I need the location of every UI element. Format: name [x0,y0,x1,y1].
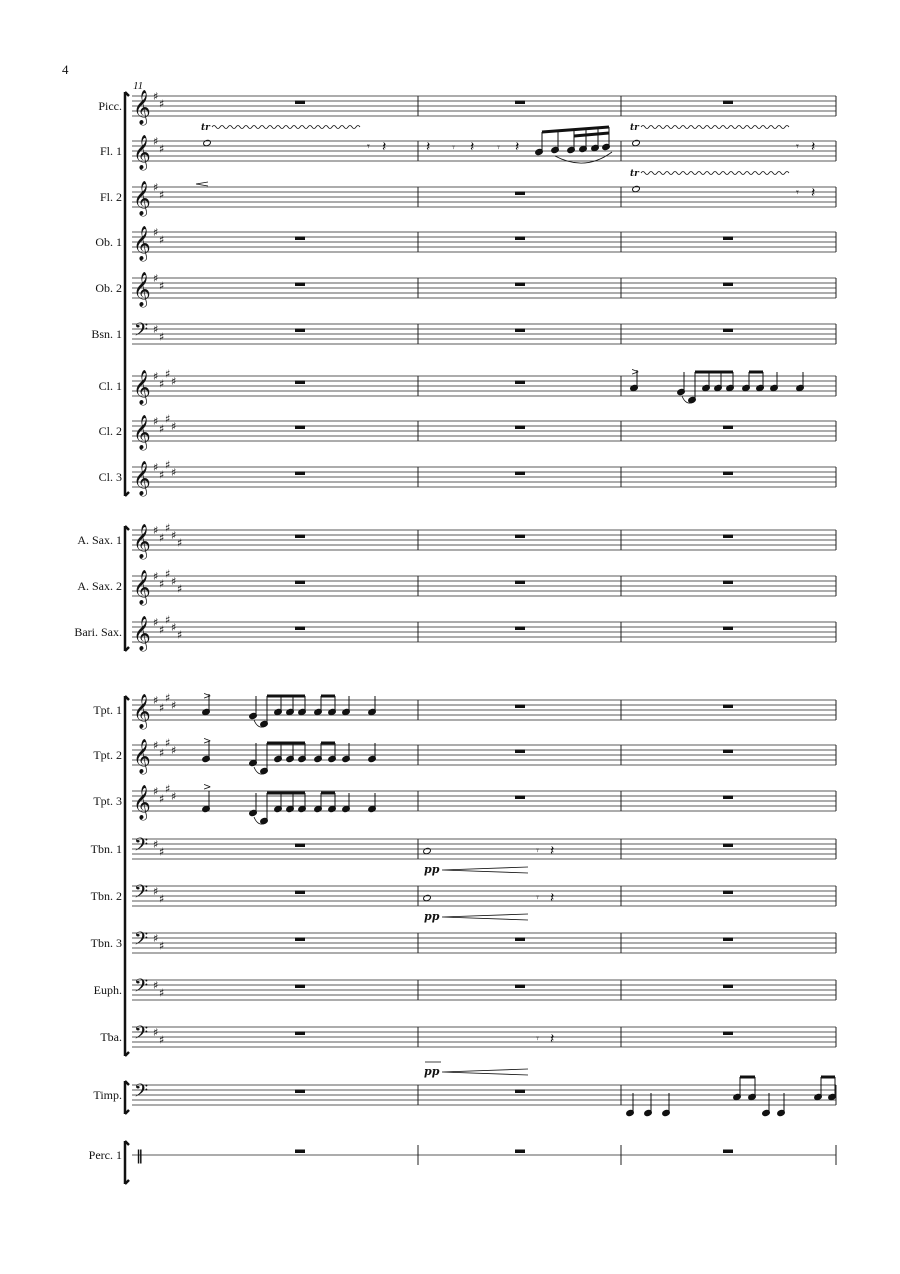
sharp-icon: ♯ [153,694,159,707]
whole-rest [515,581,525,585]
whole-rest [515,101,525,105]
staff [132,324,836,344]
eighth-rest: 𝄾 [497,141,500,154]
instrument-label: A. Sax. 2 [77,579,122,593]
whole-rest [723,796,733,800]
whole-rest [515,985,525,989]
saxophone-bracket [125,526,129,651]
sharp-icon: ♯ [159,701,165,715]
sharp-icon: ♯ [171,621,177,634]
percussion-clef-icon: ‖ [136,1148,143,1164]
instrument-label: Tbn. 3 [90,936,122,950]
staff [132,700,836,720]
whole-rest [295,535,305,539]
whole-rest [295,891,305,895]
trill-line [212,126,360,129]
accent-mark: > [203,736,212,747]
whole-rest [515,1090,525,1094]
sharp-icon: ♯ [153,272,159,285]
whole-rest [515,283,525,287]
sharp-icon: ♯ [159,422,165,436]
whole-note [423,894,432,901]
whole-rest [723,329,733,333]
bass-clef-icon: 𝄢 [134,835,149,860]
instrument-label: Tbn. 1 [90,842,122,856]
whole-note [632,185,641,192]
sharp-icon: ♯ [171,575,177,588]
instrument-label: Perc. 1 [88,1148,122,1162]
accent-mark: > [203,782,212,793]
treble-clef-icon: 𝄞 [133,785,151,820]
instrument-label: Bari. Sax. [74,625,122,639]
bass-clef-icon: 𝄢 [134,929,149,954]
sharp-icon: ♯ [165,367,171,381]
crescendo-hairpin [442,914,528,920]
slur [555,152,612,163]
bass-clef-icon: 𝄢 [134,1081,149,1106]
crescendo-hairpin [442,867,528,873]
brass-bracket [125,696,129,1056]
whole-rest [295,101,305,105]
quarter-rest: 𝄽 [550,890,555,906]
treble-clef-icon: 𝄞 [133,461,151,496]
staff [132,791,836,811]
instrument-label: Euph. [93,983,122,997]
staff [132,187,836,207]
instrument-label: Cl. 3 [98,470,122,484]
whole-rest [723,705,733,709]
whole-rest [295,426,305,430]
dynamic-pp: pp [424,910,440,923]
whole-rest [723,891,733,895]
sharp-icon: ♯ [153,226,159,239]
bass-clef-icon: 𝄢 [134,320,149,345]
quarter-rest: 𝄽 [426,139,431,155]
sharp-icon: ♯ [153,415,159,428]
sharp-icon: ♯ [165,458,171,472]
staff [132,530,836,550]
trill-line [641,172,789,175]
sharp-icon: ♯ [159,623,165,637]
sharp-icon: ♯ [159,1033,165,1047]
quarter-rest: 𝄽 [515,139,520,155]
sharp-icon: ♯ [153,370,159,383]
sharp-icon: ♯ [153,135,159,148]
instrument-label: Tpt. 3 [93,794,122,808]
staff [132,1027,836,1047]
bass-clef-icon: 𝄢 [134,882,149,907]
staff [132,622,836,642]
whole-rest [295,938,305,942]
instrument-label: Fl. 1 [99,144,122,158]
whole-rest [295,985,305,989]
whole-rest [723,101,733,105]
treble-clef-icon: 𝄞 [133,570,151,605]
sharp-icon: ♯ [171,529,177,542]
treble-clef-icon: 𝄞 [133,524,151,559]
sharp-icon: ♯ [165,613,171,627]
sharp-icon: ♯ [171,699,177,712]
eighth-rest: 𝄾 [536,891,539,904]
instrument-label: Tpt. 2 [93,748,122,762]
whole-rest [295,627,305,631]
note-beam [574,133,609,136]
instrument-label: Cl. 2 [98,424,122,438]
instrument-label: Ob. 1 [95,235,122,249]
sharp-icon: ♯ [177,628,183,642]
whole-note [632,139,641,146]
sharp-icon: ♯ [165,691,171,705]
eighth-rest: 𝄾 [452,141,455,154]
whole-rest [723,426,733,430]
treble-clef-icon: 𝄞 [133,272,151,307]
trill-line [641,126,789,129]
whole-rest [723,581,733,585]
whole-rest [723,283,733,287]
staff [132,467,836,487]
percussion-bracket [125,1141,129,1184]
sharp-icon: ♯ [159,142,165,156]
staff [132,421,836,441]
measure-number: 11 [133,80,144,92]
staff [132,980,836,1000]
whole-rest [515,381,525,385]
sharp-icon: ♯ [165,782,171,796]
staff [132,232,836,252]
sharp-icon: ♯ [177,582,183,596]
sharp-icon: ♯ [153,838,159,851]
treble-clef-icon: 𝄞 [133,226,151,261]
quarter-rest: 𝄽 [811,185,816,201]
whole-rest [295,844,305,848]
sharp-icon: ♯ [153,181,159,194]
treble-clef-icon: 𝄞 [133,739,151,774]
sharp-icon: ♯ [165,521,171,535]
whole-rest [295,472,305,476]
instrument-label: Tbn. 2 [90,889,122,903]
sharp-icon: ♯ [159,97,165,111]
sharp-icon: ♯ [159,531,165,545]
whole-rest [723,938,733,942]
treble-clef-icon: 𝄞 [133,181,151,216]
instrument-label: Cl. 1 [98,379,122,393]
treble-clef-icon: 𝄞 [133,370,151,405]
whole-rest [515,192,525,196]
timpani-bracket [125,1081,129,1114]
whole-rest [723,985,733,989]
whole-rest [295,381,305,385]
whole-rest [515,938,525,942]
whole-note [423,847,432,854]
treble-clef-icon: 𝄞 [133,415,151,450]
sharp-icon: ♯ [159,577,165,591]
eighth-rest: 𝄾 [367,140,370,153]
dynamic-pp: pp [424,1065,440,1078]
staff [132,576,836,596]
sharp-icon: ♯ [159,377,165,391]
quarter-rest: 𝄽 [550,843,555,859]
sharp-icon: ♯ [153,885,159,898]
whole-rest [295,581,305,585]
sharp-icon: ♯ [153,461,159,474]
note-beam [542,127,609,132]
sharp-icon: ♯ [159,746,165,760]
treble-clef-icon: 𝄞 [133,90,151,125]
whole-rest [515,237,525,241]
whole-rest [515,329,525,333]
whole-rest [295,1090,305,1094]
sharp-icon: ♯ [171,420,177,433]
sharp-icon: ♯ [159,279,165,293]
staff [132,96,836,116]
eighth-rest: 𝄾 [536,844,539,857]
accent-mark: > [631,367,640,378]
staff [132,745,836,765]
whole-rest [515,750,525,754]
whole-rest [723,1032,733,1036]
whole-rest [515,535,525,539]
sharp-icon: ♯ [153,570,159,583]
sharp-icon: ♯ [153,785,159,798]
whole-rest [515,1150,525,1154]
page-number: 4 [62,62,69,77]
staff [132,278,836,298]
sharp-icon: ♯ [153,90,159,103]
quarter-rest: 𝄽 [811,139,816,155]
sharp-icon: ♯ [159,792,165,806]
trill-mark: tr [630,123,639,133]
eighth-rest: 𝄾 [536,1032,539,1045]
sharp-icon: ♯ [153,1026,159,1039]
whole-rest [515,705,525,709]
sharp-icon: ♯ [165,567,171,581]
whole-note [203,139,212,146]
crescendo-hairpin [196,182,208,186]
instrument-label: A. Sax. 1 [77,533,122,547]
woodwind-bracket [125,92,129,496]
instrument-label: Timp. [93,1088,122,1102]
whole-rest [723,535,733,539]
whole-rest [723,1150,733,1154]
whole-rest [723,750,733,754]
eighth-rest: 𝄾 [796,186,799,199]
sharp-icon: ♯ [153,524,159,537]
instrument-label: Fl. 2 [99,190,122,204]
sharp-icon: ♯ [165,736,171,750]
instrument-label: Tba. [100,1030,122,1044]
sharp-icon: ♯ [159,892,165,906]
whole-rest [723,844,733,848]
whole-rest [515,627,525,631]
whole-rest [295,329,305,333]
whole-rest [723,627,733,631]
crescendo-hairpin [442,1069,528,1075]
whole-rest [295,1150,305,1154]
sharp-icon: ♯ [171,744,177,757]
dynamic-pp: pp [424,863,440,876]
treble-clef-icon: 𝄞 [133,616,151,651]
sharp-icon: ♯ [153,979,159,992]
sharp-icon: ♯ [153,616,159,629]
instrument-label: Picc. [98,99,122,113]
staff [132,141,836,161]
accent-mark: > [203,691,212,702]
sharp-icon: ♯ [159,986,165,1000]
sharp-icon: ♯ [159,845,165,859]
sharp-icon: ♯ [159,330,165,344]
whole-rest [515,796,525,800]
instrument-label: Tpt. 1 [93,703,122,717]
whole-rest [295,237,305,241]
bass-clef-icon: 𝄢 [134,1023,149,1048]
whole-rest [515,426,525,430]
instrument-label: Bsn. 1 [91,327,122,341]
quarter-rest: 𝄽 [382,139,387,155]
sharp-icon: ♯ [177,536,183,550]
sharp-icon: ♯ [159,233,165,247]
bass-clef-icon: 𝄢 [134,976,149,1001]
quarter-rest: 𝄽 [470,139,475,155]
sharp-icon: ♯ [165,412,171,426]
staff [132,933,836,953]
trill-mark: tr [201,123,210,133]
sharp-icon: ♯ [159,468,165,482]
sharp-icon: ♯ [171,790,177,803]
staff [132,1085,836,1105]
staff [132,886,836,906]
instrument-label: Ob. 2 [95,281,122,295]
whole-rest [295,283,305,287]
sharp-icon: ♯ [171,375,177,388]
quarter-rest: 𝄽 [550,1031,555,1047]
sharp-icon: ♯ [159,188,165,202]
whole-rest [723,472,733,476]
whole-rest [515,472,525,476]
sharp-icon: ♯ [171,466,177,479]
sharp-icon: ♯ [153,932,159,945]
sharp-icon: ♯ [153,323,159,336]
eighth-rest: 𝄾 [796,140,799,153]
whole-rest [723,237,733,241]
staff [132,839,836,859]
trill-mark: tr [630,169,639,179]
treble-clef-icon: 𝄞 [133,694,151,729]
treble-clef-icon: 𝄞 [133,135,151,170]
sharp-icon: ♯ [159,939,165,953]
whole-rest [295,1032,305,1036]
sharp-icon: ♯ [153,739,159,752]
